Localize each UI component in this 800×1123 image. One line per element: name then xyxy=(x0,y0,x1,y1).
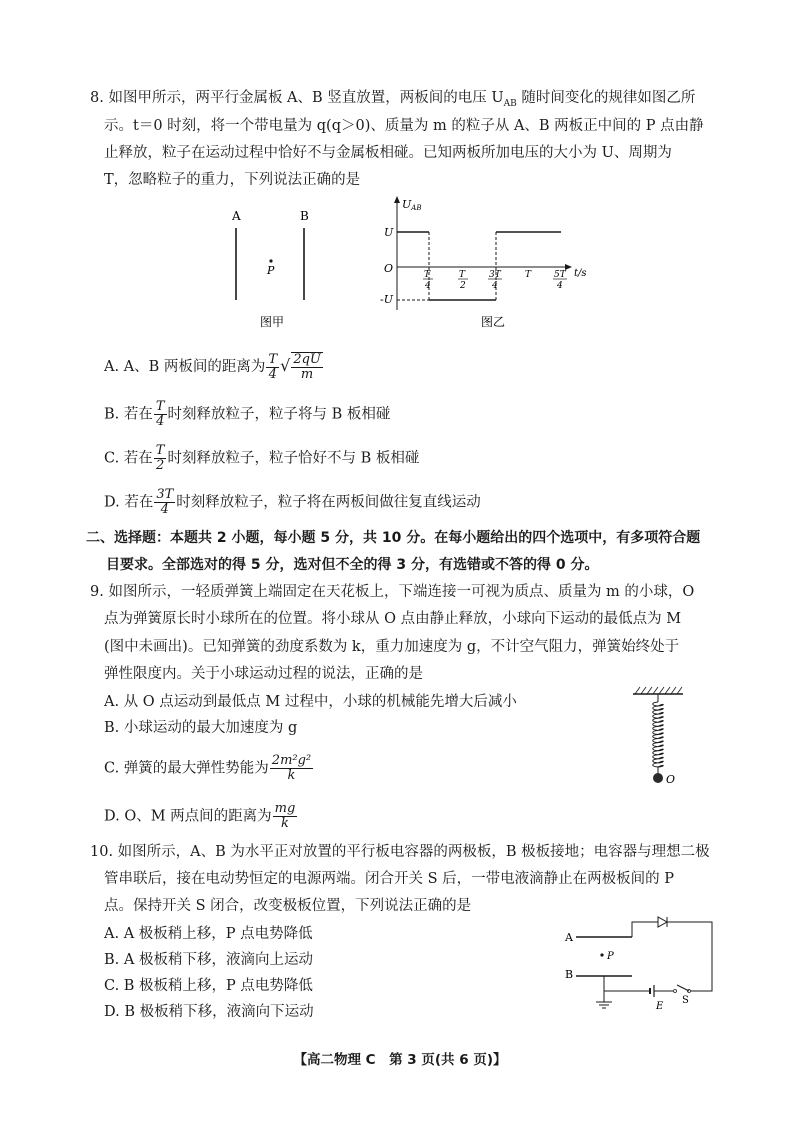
q9-option-c: C. 弹簧的最大弹性势能为 $\frac{\text{2m²g²}}{k}$ xyxy=(104,753,312,783)
point-p-label: P xyxy=(607,951,614,962)
switch-s xyxy=(677,985,689,991)
q10-option-b: B. A 极板稍下移，液滴向上运动 xyxy=(104,952,313,968)
svg-text:T: T xyxy=(424,270,431,280)
svg-text:4: 4 xyxy=(425,281,431,291)
svg-text:4: 4 xyxy=(492,281,498,291)
q8-option-b: B. 若在 $\frac{T}{4}$ 时刻释放粒子，粒子将与 B 板相碰 xyxy=(104,399,391,429)
plate-b-label: B xyxy=(300,209,309,223)
q10-figure-circuit xyxy=(562,910,722,1022)
tick-3t4 xyxy=(488,270,502,291)
q10-stem-line1: 10. 如图所示，A、B 为水平正对放置的平行板电容器的两极板，B 极板接地；电容器与理想二极 xyxy=(90,844,710,860)
tick-t4 xyxy=(423,270,433,291)
q8-figure-voltage-graph xyxy=(378,192,593,337)
q8-option-c: C. 若在 $\frac{T}{2}$ 时刻释放粒子，粒子恰好不与 B 板相碰 xyxy=(104,443,420,473)
y-axis-label: UAB xyxy=(402,198,422,212)
battery-e-label: E xyxy=(656,1001,664,1012)
ball xyxy=(653,773,663,783)
q8-stem-line4: T，忽略粒子的重力，下列说法正确的是 xyxy=(104,172,361,188)
wire-right xyxy=(667,922,712,991)
tick-5t4 xyxy=(553,270,567,291)
neg-u-label: -U xyxy=(380,293,393,306)
tick-t xyxy=(525,270,532,280)
q9-stem-line1: 9. 如图所示，一轻质弹簧上端固定在天花板上，下端连接一可视为质点、质量为 m 的小球，O xyxy=(90,584,695,600)
page-footer: 【高二物理 C 第 3 页(共 6 页)】 xyxy=(293,1052,507,1068)
point-p xyxy=(269,259,272,262)
u-label: U xyxy=(384,226,394,239)
y-axis-arrow xyxy=(394,196,400,203)
origin-label: O xyxy=(384,262,394,275)
wire-bottom xyxy=(604,976,650,991)
q8-option-d: D. 若在 $\frac{3T}{4}$ 时刻释放粒子，粒子将在两板间做往复直线运动 xyxy=(104,487,481,517)
plate-b-label: B xyxy=(565,968,574,981)
q8-stem-line2: 示。t＝0 时刻，将一个带电量为 q(q＞0)、质量为 m 的粒子从 A、B 两板正中间的 P 点由静 xyxy=(104,118,704,134)
q10-stem-line2: 管串联后，接在电动势恒定的电源两端。闭合开关 S 后，一带电液滴静止在两极板间的 P xyxy=(104,871,675,887)
point-p xyxy=(600,953,603,956)
diode xyxy=(658,917,667,927)
t-axis-label: t/s xyxy=(574,268,587,279)
q9-figure-spring xyxy=(625,682,695,792)
svg-text:T: T xyxy=(459,270,466,280)
point-p-label: P xyxy=(267,264,275,277)
spring-coil xyxy=(653,702,664,767)
t-ticks xyxy=(423,270,567,291)
svg-text:4: 4 xyxy=(557,281,563,291)
tick-t2 xyxy=(458,270,468,291)
svg-text:2: 2 xyxy=(460,281,466,291)
switch-s-label: S xyxy=(682,995,689,1006)
ceiling-hatch xyxy=(635,687,682,694)
section2-header-line1: 二、选择题：本题共 2 小题，每小题 5 分，共 10 分。在每小题给出的四个选项中，有多项符合题 xyxy=(86,530,701,546)
wire-top-left xyxy=(632,922,658,937)
section2-header-line2: 目要求。全部选对的得 5 分，选对但不全的得 3 分，有选错或不答的得 0 分。 xyxy=(106,557,599,573)
t-axis-arrow xyxy=(565,264,572,270)
q10-stem-line3: 点。保持开关 S 闭合，改变极板位置，下列说法正确的是 xyxy=(104,898,472,914)
q9-stem-line4: 弹性限度内。关于小球运动过程的说法，正确的是 xyxy=(104,666,423,682)
q10-option-a: A. A 极板稍上移，P 点电势降低 xyxy=(104,926,313,942)
q9-stem-line2: 点为弹簧原长时小球所在的位置。将小球从 O 点由静止释放，小球向下运动的最低点为 M xyxy=(104,611,682,627)
q10-option-d: D. B 极板稍下移，液滴向下运动 xyxy=(104,1004,314,1020)
figure-yi-caption: 图乙 xyxy=(481,315,506,329)
plate-a-label: A xyxy=(565,931,573,944)
svg-text:T: T xyxy=(525,270,532,280)
q9-option-d: D. O、M 两点间的距离为 $\frac{mg}{k}$ xyxy=(104,801,296,831)
q8-option-a: A. A、B 两板间的距离为 $\frac{T}{4}$ √ $\frac{2qU}{m}$ xyxy=(104,351,321,382)
svg-text:5T: 5T xyxy=(554,270,566,280)
point-o-label: O xyxy=(666,773,676,786)
q9-option-b: B. 小球运动的最大加速度为 g xyxy=(104,720,298,736)
q8-stem-line1: 8. 如图甲所示，两平行金属板 A、B 竖直放置，两板间的电压 $U_{AB}$ 随时间变化的规律如图乙所 xyxy=(90,90,696,109)
plate-a-label: A xyxy=(232,209,241,223)
q9-stem-line3: (图中未画出)。已知弹簧的劲度系数为 k，重力加速度为 g，不计空气阻力，弹簧始终处于 xyxy=(104,639,680,655)
q9-option-a: A. 从 O 点运动到最低点 M 过程中，小球的机械能先增大后减小 xyxy=(104,694,517,710)
svg-text:3T: 3T xyxy=(489,270,501,280)
figure-jia-caption: 图甲 xyxy=(260,315,285,329)
q8-figure-plates xyxy=(220,200,340,335)
q8-stem-line3: 止释放，粒子在运动过程中恰好不与金属板相碰。已知两板所加电压的大小为 U、周期为 xyxy=(104,145,672,161)
q10-option-c: C. B 极板稍上移，P 点电势降低 xyxy=(104,978,313,994)
